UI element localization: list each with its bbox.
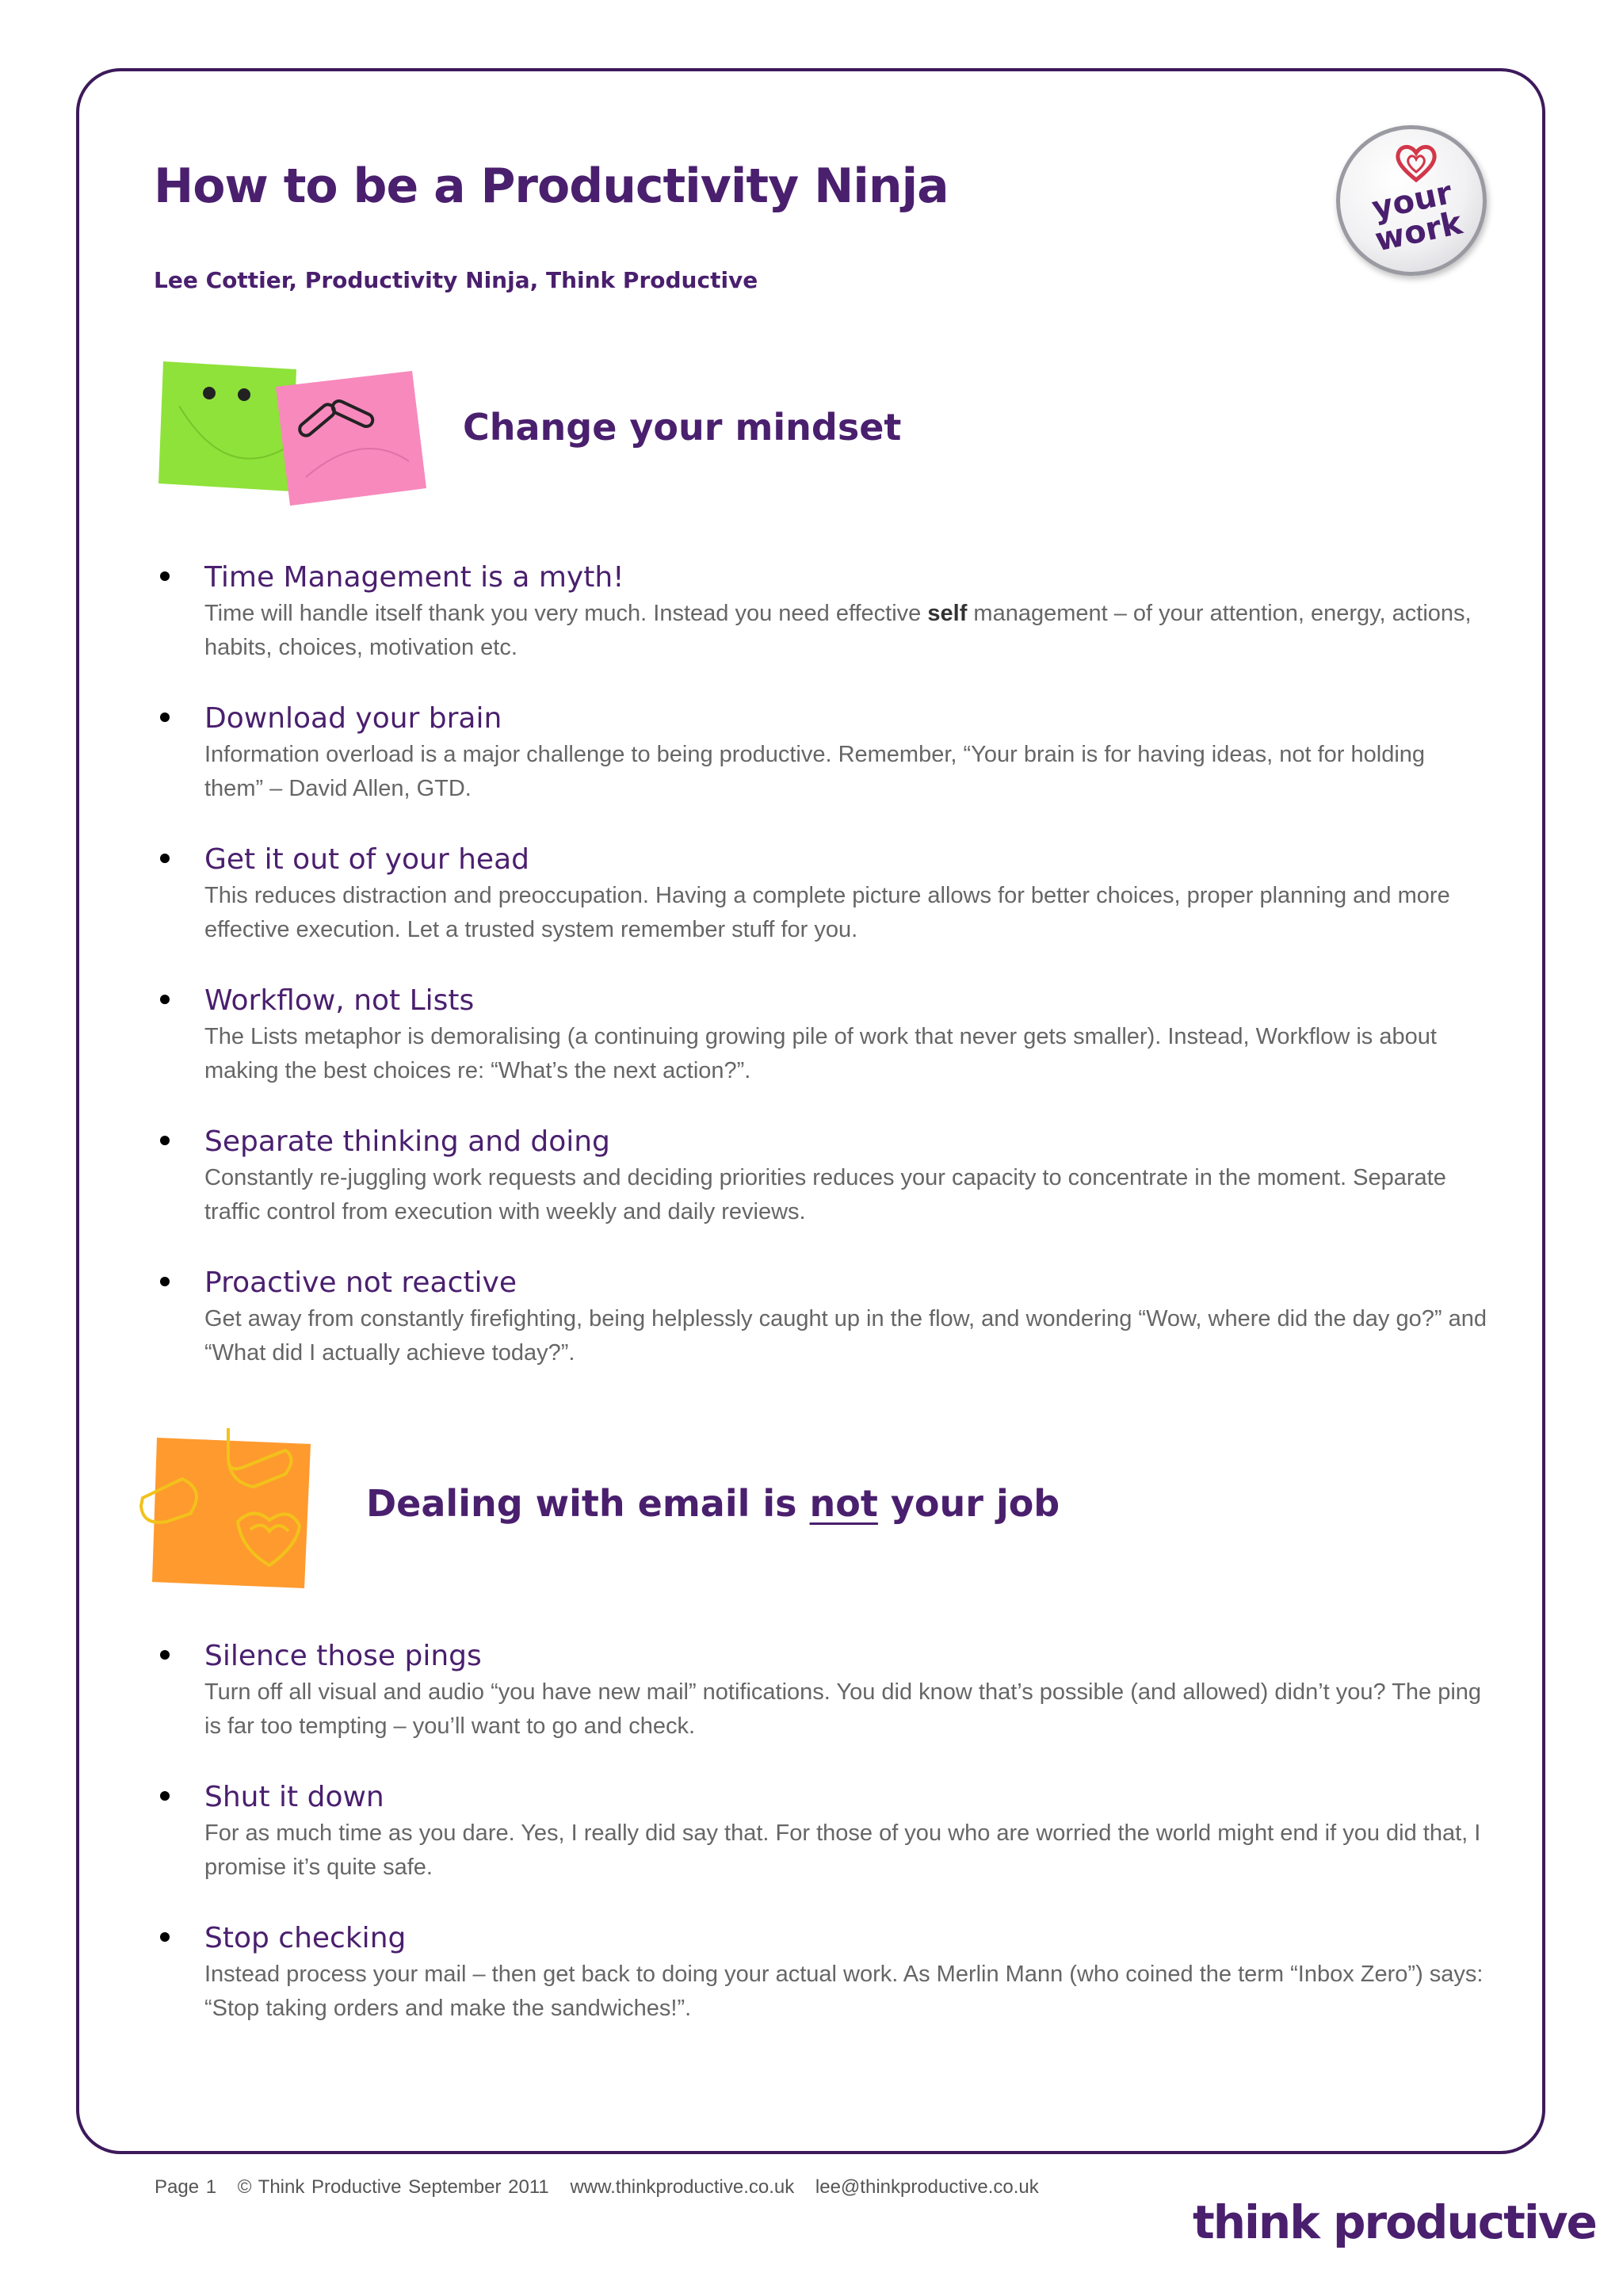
item-body: Information overload is a major challenge to being productive. Remember, “Your brain is for having ideas, not for holding them” – David Allen, GTD.: [204, 742, 1426, 801]
list-item: [155, 984, 1487, 1088]
think-productive-logo: think productive: [1193, 2195, 1596, 2249]
bullet-icon: [160, 1277, 170, 1286]
item-body: For as much time as you dare. Yes, I really did say that. For those of you who are worried the world might end if you did that, I promise it’s quite safe.: [204, 1820, 1481, 1880]
email-list: [155, 1639, 1487, 2026]
list-item: [155, 560, 1487, 665]
orange-sticky-note-paperclip-hearts-icon: [135, 1427, 317, 1593]
email-link[interactable]: lee@thinkproductive.co.uk: [815, 2176, 1039, 2198]
list-item: [155, 842, 1487, 947]
list-item: [155, 1921, 1487, 2026]
item-body: Constantly re-juggling work requests and deciding priorities reduces your capacity to concentrate in the moment. Separate traffic control from execution with weekly and daily reviews.: [204, 1165, 1446, 1224]
badge-label: your work: [1369, 174, 1466, 259]
bullet-icon: [160, 571, 170, 581]
bullet-icon: [160, 854, 170, 863]
item-title: Shut it down: [204, 1781, 384, 1813]
mindset-list: [155, 560, 1487, 1370]
item-body: The Lists metaphor is demoralising (a continuing growing pile of work that never gets smaller). Instead, Workflow is about making the best choices re: “What’s the next action?”.: [204, 1024, 1437, 1083]
author-line: Lee Cottier, Productivity Ninja, Think Productive: [154, 267, 758, 293]
section-heading-mindset: Change your mindset: [463, 406, 902, 449]
item-title: Workflow, not Lists: [204, 984, 475, 1017]
bullet-icon: [160, 1932, 170, 1942]
item-body: This reduces distraction and preoccupation. Having a complete picture allows for better choices, proper planning and more effective execution. Let a trusted system remember stuff for you.: [204, 883, 1450, 942]
item-body: Time will handle itself thank you very much. Instead you need effective self management – of your attention, energy, actions, habits, choices, motivation etc.: [204, 601, 1472, 660]
item-title: Stop checking: [204, 1922, 407, 1954]
list-item: [155, 1639, 1487, 1744]
list-item: [155, 701, 1487, 806]
list-item: [155, 1125, 1487, 1229]
item-body: Get away from constantly firefighting, being helplessly caught up in the flow, and wondering “Wow, where did the day go?” and “What did I actually achieve today?”.: [204, 1306, 1487, 1366]
page-number: Page 1: [155, 2176, 217, 2198]
item-title: Time Management is a myth!: [204, 561, 624, 594]
list-item: [155, 1780, 1487, 1885]
section-heading-email: Dealing with email is not your job: [366, 1482, 1060, 1525]
bullet-icon: [160, 1791, 170, 1801]
bullet-icon: [160, 1136, 170, 1145]
item-body: Instead process your mail – then get back to doing your actual work. As Merlin Mann (who coined the term “Inbox Zero”) says: “Stop taking orders and make the sandwiches!”.: [204, 1962, 1484, 2021]
bold-word: self: [927, 601, 968, 626]
website-link[interactable]: www.thinkproductive.co.uk: [570, 2176, 795, 2198]
item-title: Separate thinking and doing: [204, 1125, 610, 1158]
item-title: Silence those pings: [204, 1640, 482, 1672]
underlined-word: not: [809, 1482, 878, 1525]
bullet-icon: [160, 1650, 170, 1660]
footer: [155, 2176, 1053, 2199]
list-item: [155, 1266, 1487, 1370]
sticky-notes-green-pink-icon: [155, 358, 433, 517]
document-title: How to be a Productivity Ninja: [154, 159, 949, 214]
item-title: Get it out of your head: [204, 843, 529, 876]
bullet-icon: [160, 712, 170, 722]
your-work-badge: [1336, 125, 1487, 276]
copyright: © Think Productive September 2011: [237, 2176, 549, 2198]
item-title: Download your brain: [204, 702, 502, 735]
item-title: Proactive not reactive: [204, 1266, 517, 1299]
bullet-icon: [160, 995, 170, 1004]
item-body: Turn off all visual and audio “you have new mail” notifications. You did know that’s possible (and allowed) didn’t you? The ping is far too tempting – you’ll want to go and check.: [204, 1679, 1482, 1739]
